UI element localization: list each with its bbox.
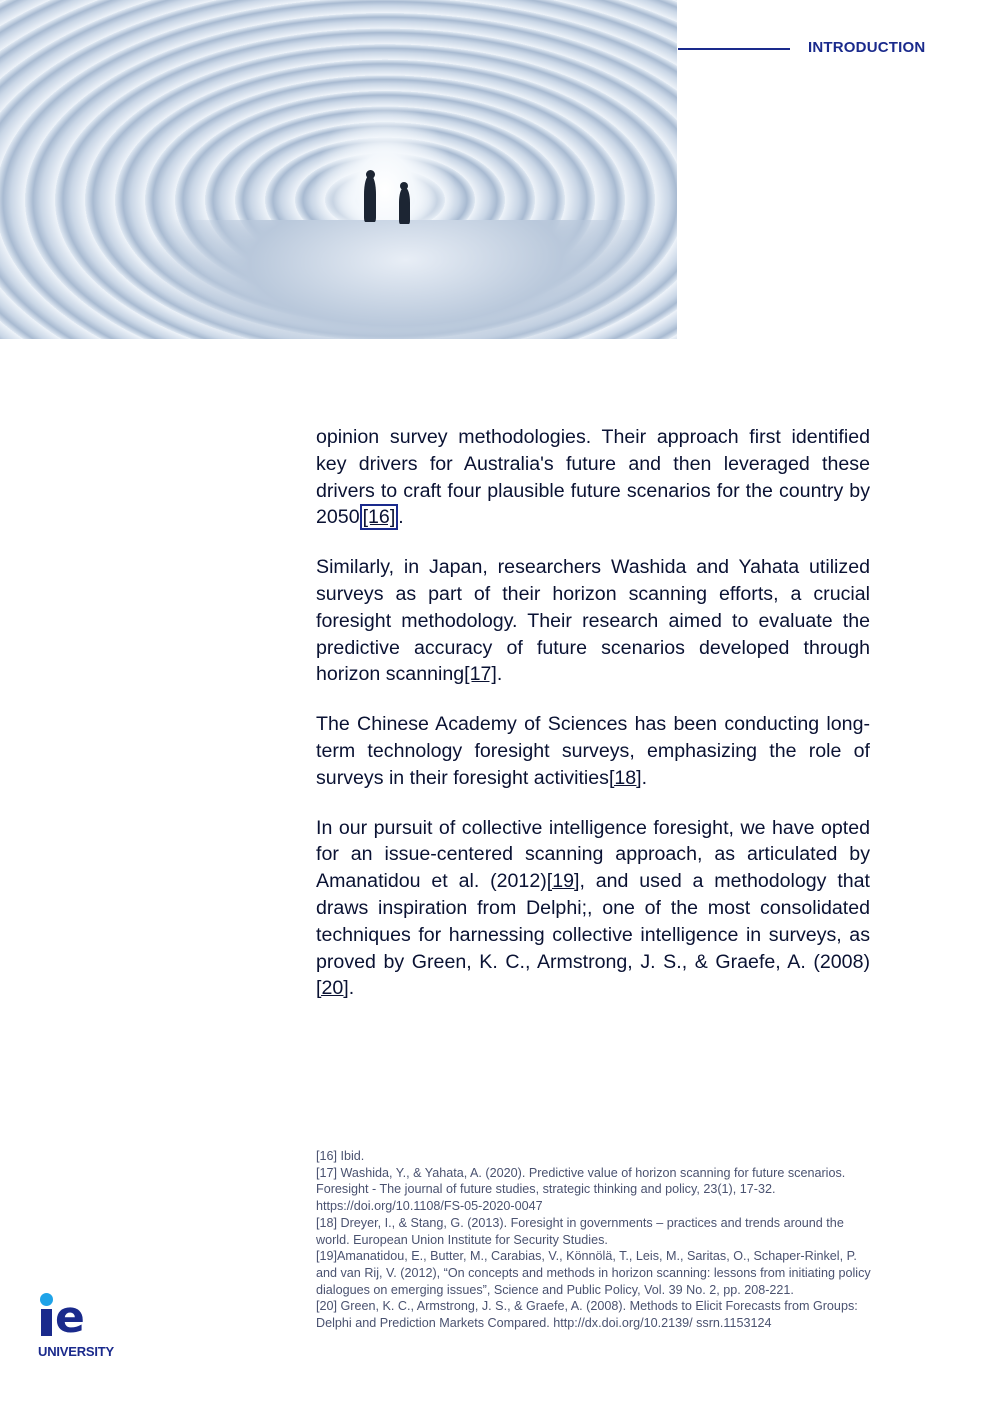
section-title: INTRODUCTION — [808, 39, 926, 56]
citation-link[interactable]: [17] — [464, 663, 497, 686]
footnote: [20] Green, K. C., Armstrong, J. S., & Graefe, A. (2008). Methods to Elicit Forecasts from Groups: Delphi and Prediction Markets Compared. http://dx.doi.org/10.2139/ ssrn.1153124 — [316, 1299, 858, 1331]
header-photo-tunnel — [0, 0, 677, 339]
footnote: [16] Ibid. — [316, 1149, 365, 1163]
footnotes — [316, 1148, 876, 1332]
person-silhouette — [399, 188, 410, 224]
paragraph: Similarly, in Japan, researchers Washida and Yahata utilized surveys as part of their horizon scanning efforts, a crucial foresight methodology. Their research aimed to evaluate the predictive accuracy of future scenarios developed through horizon scanning[17]. — [316, 556, 870, 686]
tunnel-floor — [99, 220, 677, 339]
footnote: [19]Amanatidou, E., Butter, M., Carabias, V., Könnölä, T., Leis, M., Saritas, O., Schaper-Rinkel, P. and van Rij, V. (2012), “On concepts and methods in horizon scanning: lessons from initiating policy dialogues on emerging issues”, Science and Public Policy, Vol. 39 No. 2, pp. 208-221. — [316, 1249, 871, 1297]
logo-wordmark: UNIVERSITY — [38, 1344, 115, 1359]
logo-e-letter: e — [55, 1292, 85, 1343]
person-silhouette — [364, 176, 376, 222]
logo-i-stem — [41, 1309, 52, 1336]
paragraph: The Chinese Academy of Sciences has been conducting long-term technology foresight surveys, emphasizing the role of surveys in their foresight activities[18]. — [316, 713, 870, 789]
footnote: [18] Dreyer, I., & Stang, G. (2013). Foresight in governments – practices and trends around the world. European Union Institute for Security Studies. — [316, 1215, 844, 1247]
citation-link[interactable]: [16] — [360, 504, 399, 530]
citation-link[interactable]: [20] — [316, 977, 349, 1000]
citation-link[interactable]: [18] — [608, 766, 642, 789]
section-rule — [678, 48, 790, 50]
footnote: [17] Washida, Y., & Yahata, A. (2020). Predictive value of horizon scanning for future scenarios. Foresight - The journal of future studies, strategic thinking and policy, 23(1), 17-32. https://doi.org/10.1108/FS-05-2020-0047 — [316, 1165, 846, 1214]
citation-link[interactable]: [19] — [546, 870, 580, 893]
paragraph: opinion survey methodologies. Their approach first identified key drivers for Australia's future and then leveraged these drivers to craft four plausible future scenarios for the country by 2050 [16] . — [316, 426, 870, 529]
ie-university-logo — [38, 1292, 128, 1368]
body-text — [316, 424, 870, 1025]
paragraph: In our pursuit of collective intelligence foresight, we have opted for an issue-centered scanning approach, as articulated by Amanatidou et al. (2012)[19], and used a methodology that draws inspiration from Delphi;, one of the most consolidated techniques for harnessing collective intelligence in surveys, as proved by Green, K. C., Armstrong, J. S., & Graefe, A. (2008) [20]. — [316, 816, 870, 1000]
logo-dot-icon — [40, 1293, 53, 1306]
